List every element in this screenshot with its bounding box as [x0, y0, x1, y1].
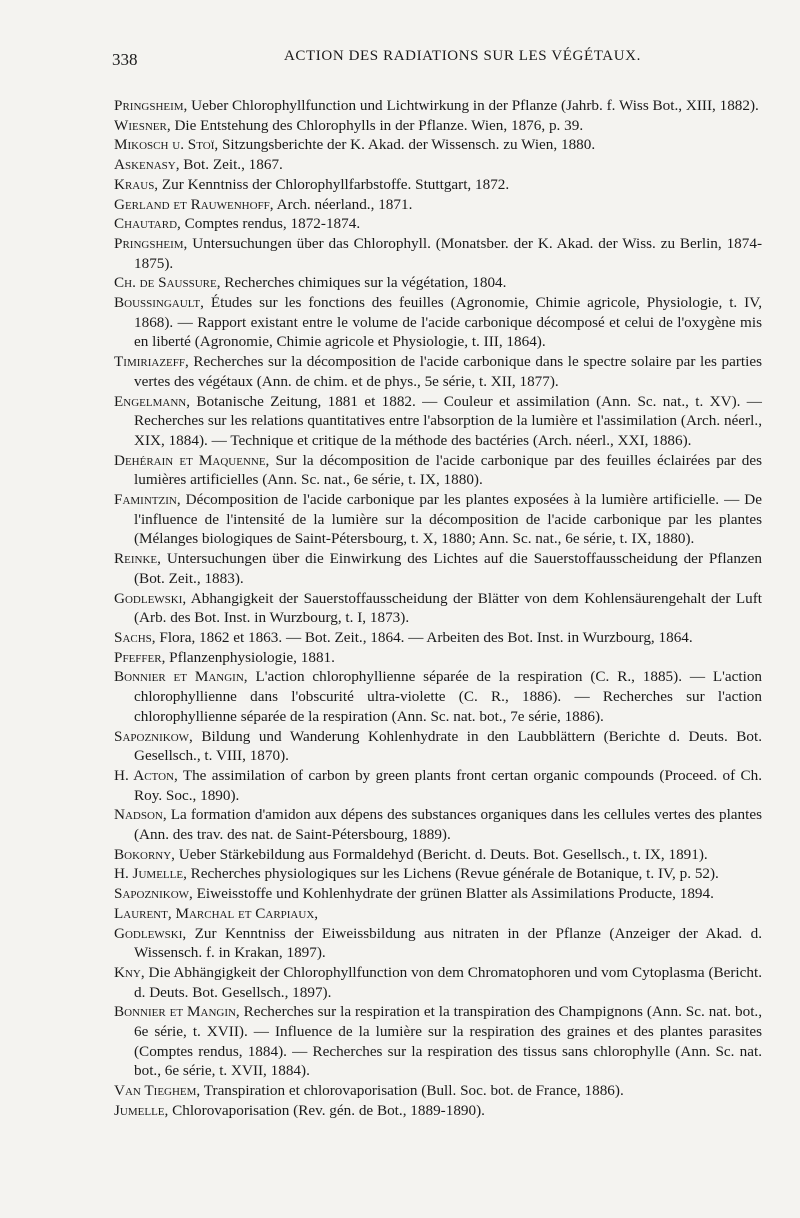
- reference-author: H. Acton,: [114, 766, 178, 784]
- reference-author: Van Tieghem,: [114, 1082, 201, 1100]
- reference-author: Kny,: [114, 963, 145, 981]
- reference-entry: [114, 667, 762, 726]
- reference-author: Bonnier et Mangin,: [114, 1003, 240, 1021]
- reference-author: Pringsheim,: [114, 97, 188, 114]
- reference-author: Wiesner,: [114, 116, 171, 134]
- reference-text: La formation d'amidon aux dépens des substances organiques dans les cellules vertes des plantes (Ann. des trav. des nat. de Saint-Pétersbourg, 1889).: [134, 806, 762, 844]
- reference-text: Flora, 1862 et 1863. — Bot. Zeit., 1864. — Arbeiten des Bot. Inst. in Wurzbourg, 1864.: [159, 628, 693, 646]
- reference-author: Reinke,: [114, 550, 161, 568]
- reference-entry: [114, 273, 762, 293]
- reference-author: Bonnier et Mangin,: [114, 668, 248, 686]
- reference-text: Recherches sur la décomposition de l'acide carbonique dans le spectre solaire par les parties vertes des végétaux (Ann. de chim. et de phys., 5e série, t. XII, 1877).: [134, 353, 762, 390]
- reference-author: Sapoznikow,: [114, 727, 193, 745]
- reference-author: Boussingault,: [114, 294, 204, 312]
- reference-author: Sachs,: [114, 628, 156, 646]
- reference-entry: [114, 727, 762, 766]
- reference-author: Pringsheim,: [114, 234, 188, 252]
- reference-author: Timiriazeff,: [114, 353, 189, 371]
- reference-author: Pfeffer,: [114, 648, 166, 666]
- reference-author: Kraus,: [114, 175, 159, 193]
- reference-author: Gerland et Rauwenhoff,: [114, 195, 274, 213]
- reference-entry: [114, 884, 762, 904]
- reference-author: Bokorny,: [114, 845, 175, 863]
- reference-author: Engelmann,: [114, 392, 191, 410]
- reference-text: Sitzungsberichte der K. Akad. der Wissensch. zu Wien, 1880.: [221, 136, 596, 154]
- reference-text: Ueber Chlorophyllfunction und Lichtwirkung in der Pflanze (Jahrb. f. Wiss Bot., XIII, 1882).: [191, 97, 759, 114]
- reference-entry: [114, 963, 762, 1002]
- reference-text: Zur Kenntniss der Eiweissbildung aus nitraten in der Pflanze (Anzeiger der Akad. d. Wissensch. f. in Krakan, 1897).: [134, 924, 763, 962]
- reference-entry: [114, 1002, 762, 1081]
- reference-text: Untersuchungen über das Chlorophyll. (Monatsber. der K. Akad. der Wiss. zu Berlin, 1874-1875).: [134, 234, 762, 272]
- reference-entry: [114, 451, 762, 490]
- reference-entry: [114, 805, 762, 844]
- reference-text: Décomposition de l'acide carbonique par les plantes exposées à la lumière artificielle. — De l'influence de l'intensité de la lumière sur la décomposition de l'acide carbonique par les plantes (Mélanges biologiques de Saint-Pétersbourg, t. X, 1880; Ann. Sc. nat., 6e série, t. IX, 1880).: [134, 491, 763, 548]
- reference-author: Mikosch u. Stoï,: [114, 136, 219, 154]
- reference-entry: [114, 766, 762, 805]
- reference-text: The assimilation of carbon by green plants front certan organic compounds (Proceed. of Ch. Roy. Soc., 1890).: [134, 766, 762, 804]
- reference-entry: [114, 175, 762, 195]
- reference-entry: [114, 352, 762, 391]
- reference-entry: [114, 490, 762, 549]
- reference-entry: [114, 549, 762, 588]
- reference-author: Jumelle,: [114, 1101, 169, 1119]
- page-header: [112, 44, 752, 74]
- reference-text: Eiweisstoffe und Kohlenhydrate der grünen Blatter als Assimilations Producte, 1894.: [196, 885, 714, 903]
- page-number: 338: [112, 50, 138, 69]
- reference-text: Recherches physiologiques sur les Lichens (Revue générale de Botanique, t. IV, p. 52).: [190, 865, 719, 883]
- reference-author: Famintzin,: [114, 491, 181, 509]
- reference-text: Arch. néerland., 1871.: [276, 195, 413, 213]
- reference-author: Godlewski,: [114, 924, 187, 942]
- reference-entry: [114, 155, 762, 175]
- reference-text: Pflanzenphysiologie, 1881.: [169, 648, 335, 666]
- reference-author: Ch. de Saussure,: [114, 274, 221, 292]
- reference-text: Untersuchungen über die Einwirkung des Lichtes auf die Sauerstoffausscheidung der Pflanzen (Bot. Zeit., 1883).: [134, 550, 762, 587]
- reference-list: [114, 96, 762, 1121]
- reference-text: Abhangigkeit der Sauerstoffausscheidung der Blätter von dem Kohlensäurengehalt der Luft (Arb. des Bot. Inst. in Wurzbourg, t. I, 1873).: [134, 589, 762, 627]
- reference-entry: [114, 864, 762, 884]
- reference-text: Die Abhängigkeit der Chlorophyllfunction von dem Chromatophoren und vom Cytoplasma (Bericht. d. Deuts. Bot. Gesellsch., 1897).: [134, 963, 762, 1001]
- reference-author: Sapoznikow,: [114, 885, 193, 903]
- reference-entry: [114, 96, 762, 116]
- reference-text: Ueber Stärkebildung aus Formaldehyd (Bericht. d. Deuts. Bot. Gesellsch., t. IX, 1891).: [178, 845, 708, 863]
- reference-entry: [114, 845, 762, 865]
- reference-text: Études sur les fonctions des feuilles (Agronomie, Chimie agricole, Physiologie, t. IV, 1868). — Rapport existant entre le volume de l'acide carbonique décomposé et celui de l'oxygène mis en liberté (Agronomie, Chimie agricole et Physiologie, t. III, 1864).: [134, 294, 763, 351]
- reference-text: Zur Kenntniss der Chlorophyllfarbstoffe. Stuttgart, 1872.: [161, 175, 510, 193]
- reference-text: Botanische Zeitung, 1881 et 1882. — Couleur et assimilation (Ann. Sc. nat., t. XV). — Recherches sur les relations quantitatives entre l'absorption de la lumière et l'assimilation (Arch. néerl., XIX, 1884). — Technique et critique de la méthode des bactéries (Arch. néerl., XXI, 1886).: [134, 392, 762, 449]
- reference-entry: [114, 648, 762, 668]
- reference-text: Sur la décomposition de l'acide carbonique par des feuilles éclairées par des lumières artificielles (Ann. Sc. nat., 6e série, t. IX, 1880).: [134, 451, 763, 489]
- reference-author: Dehérain et Maquenne,: [114, 451, 270, 469]
- reference-entry: [114, 234, 762, 273]
- reference-text: Recherches sur la respiration et la transpiration des Champignons (Ann. Sc. nat. bot., 6e série, t. XVII). — Influence de la lumière sur la respiration des graines et des plantes parasites (Comptes rendus, 1884). — Recherches sur la respiration des tissus sans chlorophylle (Ann. Sc. nat. bot., 6e série, t. XVII, 1884).: [134, 1003, 763, 1080]
- reference-entry: [114, 195, 762, 215]
- reference-author: Godlewski,: [114, 589, 187, 607]
- reference-author: Nadson,: [114, 806, 167, 824]
- reference-text: Comptes rendus, 1872-1874.: [184, 215, 361, 233]
- reference-entry: [114, 1101, 762, 1121]
- reference-author: Laurent, Marchal et Carpiaux,: [114, 904, 319, 922]
- reference-text: Bot. Zeit., 1867.: [183, 156, 283, 174]
- reference-entry: [114, 392, 762, 451]
- reference-author: Chautard,: [114, 215, 181, 233]
- reference-text: L'action chlorophyllienne séparée de la respiration (C. R., 1885). — L'action chlorophyllienne dans l'obscurité ultra-violette (C. R., 1886). — Recherches sur l'action chlorophyllienne séparée de la respiration (Ann. Sc. nat. bot., 7e série, 1886).: [134, 668, 763, 725]
- reference-text: Chlorovaporisation (Rev. gén. de Bot., 1889-1890).: [172, 1101, 485, 1119]
- running-title: ACTION DES RADIATIONS SUR LES VÉGÉTAUX.: [284, 48, 641, 64]
- reference-entry: [114, 116, 762, 136]
- reference-author: Askenasy,: [114, 156, 180, 174]
- reference-entry: [114, 904, 762, 924]
- reference-entry: [114, 214, 762, 234]
- reference-entry: [114, 1081, 762, 1101]
- reference-entry: [114, 135, 762, 155]
- reference-entry: [114, 293, 762, 352]
- reference-text: Recherches chimiques sur la végétation, 1804.: [224, 274, 507, 292]
- reference-text: Die Entstehung des Chlorophylls in der Pflanze. Wien, 1876, p. 39.: [174, 116, 584, 134]
- reference-text: Bildung und Wanderung Kohlenhydrate in den Laubblättern (Berichte d. Deuts. Bot. Gesellsch., t. VIII, 1870).: [134, 727, 762, 765]
- reference-text: Transpiration et chlorovaporisation (Bull. Soc. bot. de France, 1886).: [203, 1082, 624, 1100]
- reference-entry: [114, 628, 762, 648]
- reference-author: H. Jumelle,: [114, 865, 187, 883]
- reference-entry: [114, 589, 762, 628]
- reference-entry: [114, 924, 762, 963]
